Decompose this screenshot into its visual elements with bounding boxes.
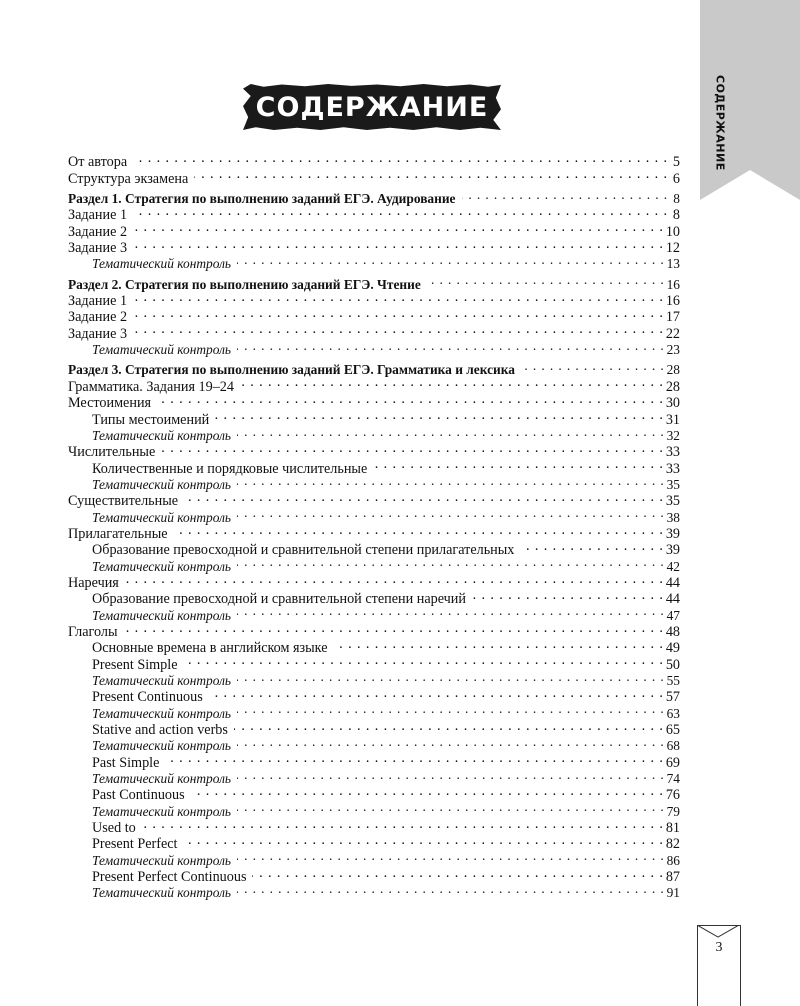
toc-entry-page: 55	[666, 673, 680, 688]
toc-entry[interactable]	[68, 289, 680, 310]
toc-entry-title: Структура экзамена	[68, 170, 189, 187]
toc-entry-page: 86	[666, 852, 680, 868]
toc-entry-page: 49	[665, 640, 680, 657]
toc-entry-title: Тематический контроль	[92, 256, 232, 272]
toc-entry-page: 5	[672, 154, 680, 171]
page-title: СОДЕРЖАНИЕ	[255, 91, 489, 123]
toc-entry-page: 65	[665, 722, 680, 739]
toc-entry-title: Used to	[92, 820, 136, 837]
toc-entry-page: 91	[666, 885, 680, 901]
toc-entry-title: Образование превосходной и сравнительной степени наречий	[92, 591, 466, 608]
toc-entry-title: Тематический контроль	[92, 705, 232, 721]
toc-entry-page: 33	[665, 460, 680, 477]
toc-entry-title: Задание 2	[68, 223, 128, 240]
toc-entry-page: 28	[665, 378, 680, 395]
toc-leader-dots	[237, 473, 665, 489]
toc-entry[interactable]	[68, 571, 680, 591]
toc-leader-dots	[157, 391, 664, 407]
toc-leader-dots	[237, 767, 665, 783]
toc-entry-title: Раздел 3. Стратегия по выполнению заданий ЕГЭ. Грамматика и лексика	[68, 362, 515, 378]
toc-entry-title: Задание 2	[68, 309, 128, 326]
toc-entry[interactable]	[68, 587, 680, 608]
toc-leader-dots	[133, 150, 668, 166]
toc-leader-dots	[472, 587, 664, 603]
toc-entry-page: 81	[665, 820, 680, 837]
toc-leader-dots	[142, 816, 664, 832]
toc-entry[interactable]	[68, 252, 680, 272]
toc-entry-title: Раздел 1. Стратегия по выполнению заданий ЕГЭ. Аудирование	[68, 191, 456, 207]
toc-leader-dots	[125, 571, 664, 587]
toc-entry[interactable]	[68, 358, 680, 378]
toc-entry-title: Present Perfect Continuous	[92, 869, 247, 886]
table-of-contents	[68, 150, 680, 901]
toc-entry-title: Тематический контроль	[92, 342, 232, 358]
toc-entry-title: Количественные и порядковые числительные	[92, 460, 368, 477]
toc-entry-page: 63	[666, 705, 680, 721]
toc-entry-page: 13	[666, 256, 680, 272]
toc-leader-dots	[237, 505, 665, 521]
toc-entry[interactable]	[68, 407, 680, 428]
toc-entry-page: 6	[672, 170, 680, 187]
toc-entry-title: Past Simple	[92, 754, 160, 771]
toc-entry-page: 12	[665, 240, 680, 257]
toc-entry-page: 68	[666, 738, 680, 754]
toc-entry[interactable]	[68, 150, 680, 171]
page-number: 3	[715, 940, 723, 955]
toc-entry-title: Глаголы	[68, 623, 118, 640]
toc-entry-title: Тематический контроль	[92, 558, 232, 574]
toc-leader-dots	[237, 554, 665, 570]
toc-entry-title: Существительные	[68, 493, 179, 510]
toc-entry-page: 42	[666, 558, 680, 574]
toc-entry[interactable]	[68, 305, 680, 326]
toc-entry-title: Present Perfect	[92, 836, 178, 853]
toc-leader-dots	[237, 881, 665, 897]
toc-entry-title: Задание 1	[68, 293, 128, 310]
toc-entry-page: 74	[666, 771, 680, 787]
toc-entry-title: Тематический контроль	[92, 476, 232, 492]
toc-entry-page: 87	[665, 869, 680, 886]
toc-entry[interactable]	[68, 338, 680, 358]
toc-leader-dots	[237, 338, 665, 354]
toc-entry-page: 35	[665, 493, 680, 510]
toc-leader-dots	[165, 750, 663, 766]
toc-entry-page: 82	[665, 836, 680, 853]
toc-entry-title: Stative and action verbs	[92, 722, 228, 739]
toc-entry-page: 28	[666, 362, 680, 378]
toc-leader-dots	[209, 685, 664, 701]
toc-entry-page: 76	[665, 787, 680, 804]
toc-leader-dots	[520, 538, 663, 554]
toc-entry-page: 38	[666, 509, 680, 525]
toc-leader-dots	[133, 305, 664, 321]
toc-entry-page: 23	[666, 342, 680, 358]
toc-entry-title: Тематический контроль	[92, 803, 232, 819]
toc-entry[interactable]	[68, 166, 680, 187]
toc-entry[interactable]	[68, 816, 680, 837]
toc-leader-dots	[133, 321, 664, 337]
toc-leader-dots	[234, 718, 664, 734]
toc-entry-title: Образование превосходной и сравнительной степени прилагательных	[92, 542, 515, 559]
toc-entry-page: 47	[666, 607, 680, 623]
toc-entry[interactable]	[68, 391, 680, 412]
toc-entry-page: 44	[665, 591, 680, 608]
toc-leader-dots	[174, 522, 664, 538]
toc-entry-page: 17	[665, 309, 680, 326]
toc-entry[interactable]	[68, 272, 680, 292]
toc-entry-title: Задание 3	[68, 325, 128, 342]
toc-entry-title: Тематический контроль	[92, 852, 232, 868]
toc-entry-title: Задание 3	[68, 240, 128, 257]
toc-entry-page: 22	[665, 325, 680, 342]
toc-leader-dots	[237, 799, 665, 815]
toc-entry-title: Тематический контроль	[92, 771, 232, 787]
toc-entry[interactable]	[68, 236, 680, 257]
toc-entry-page: 69	[665, 754, 680, 771]
toc-entry[interactable]	[68, 832, 680, 853]
toc-entry[interactable]	[68, 321, 680, 342]
toc-entry-title: Тематический контроль	[92, 509, 232, 525]
toc-entry-page: 32	[666, 427, 680, 443]
toc-leader-dots	[184, 652, 664, 668]
toc-entry-title: Наречия	[68, 574, 119, 591]
toc-entry-title: Местоимения	[68, 395, 152, 412]
toc-entry-title: Present Continuous	[92, 689, 203, 706]
toc-entry-title: Прилагательные	[68, 525, 168, 542]
toc-leader-dots	[334, 636, 664, 652]
toc-leader-dots	[124, 620, 664, 636]
toc-entry-title: Тематический контроль	[92, 607, 232, 623]
toc-leader-dots	[237, 701, 665, 717]
toc-entry[interactable]	[68, 620, 680, 640]
toc-entry-title: Задание 1	[68, 207, 128, 224]
toc-entry-title: Present Simple	[92, 656, 178, 673]
toc-entry[interactable]	[68, 219, 680, 240]
toc-leader-dots	[133, 236, 664, 252]
toc-leader-dots	[427, 272, 665, 288]
toc-entry-title: Основные времена в английском языке	[92, 640, 328, 657]
toc-entry-page: 8	[672, 207, 680, 224]
toc-entry-title: Раздел 2. Стратегия по выполнению заданий ЕГЭ. Чтение	[68, 276, 421, 292]
toc-entry-title: Грамматика. Задания 19–24	[68, 378, 234, 395]
toc-leader-dots	[237, 734, 665, 750]
toc-entry-page: 44	[665, 574, 680, 591]
toc-leader-dots	[133, 219, 664, 235]
toc-entry-title: Past Continuous	[92, 787, 185, 804]
toc-entry-page: 79	[666, 803, 680, 819]
toc-entry-title: Тематический контроль	[92, 885, 232, 901]
toc-leader-dots	[215, 407, 664, 423]
toc-entry-page: 33	[665, 444, 680, 461]
side-tab-label: СОДЕРЖАНИЕ	[713, 75, 727, 171]
toc-leader-dots	[184, 832, 664, 848]
toc-entry-title: Числительные	[68, 444, 156, 461]
toc-leader-dots	[252, 865, 663, 881]
toc-entry-page: 39	[665, 542, 680, 559]
toc-leader-dots	[373, 456, 664, 472]
toc-entry-title: Тематический контроль	[92, 673, 232, 688]
toc-entry-page: 57	[665, 689, 680, 706]
toc-leader-dots	[237, 424, 665, 440]
toc-entry-page: 35	[666, 476, 680, 492]
toc-entry-page: 31	[665, 411, 680, 428]
toc-leader-dots	[184, 489, 664, 505]
toc-leader-dots	[237, 252, 665, 268]
toc-entry-page: 16	[665, 293, 680, 310]
toc-entry-title: От автора	[68, 154, 128, 171]
toc-leader-dots	[240, 374, 664, 390]
toc-entry-page: 10	[665, 223, 680, 240]
toc-leader-dots	[462, 187, 668, 203]
toc-entry-page: 39	[665, 525, 680, 542]
page-tab-notch	[697, 925, 739, 939]
toc-leader-dots	[237, 603, 665, 619]
toc-leader-dots	[133, 203, 668, 219]
toc-entry-page: 16	[666, 276, 680, 292]
toc-leader-dots	[161, 440, 664, 456]
toc-leader-dots	[237, 848, 665, 864]
toc-entry[interactable]	[68, 203, 680, 224]
toc-entry-title: Тематический контроль	[92, 738, 232, 754]
toc-leader-dots	[133, 289, 664, 305]
toc-entry[interactable]	[68, 636, 680, 657]
toc-entry-page: 48	[665, 623, 680, 640]
toc-entry-page: 50	[665, 656, 680, 673]
toc-entry-page: 30	[665, 395, 680, 412]
toc-entry-page: 8	[673, 191, 680, 207]
toc-leader-dots	[521, 358, 665, 374]
toc-entry[interactable]	[68, 187, 680, 207]
toc-entry-title: Типы местоимений	[92, 411, 210, 428]
toc-entry-title: Тематический контроль	[92, 427, 232, 443]
toc-leader-dots	[237, 669, 665, 685]
toc-leader-dots	[191, 783, 664, 799]
toc-leader-dots	[194, 166, 668, 182]
page-number-tab	[697, 925, 741, 1006]
